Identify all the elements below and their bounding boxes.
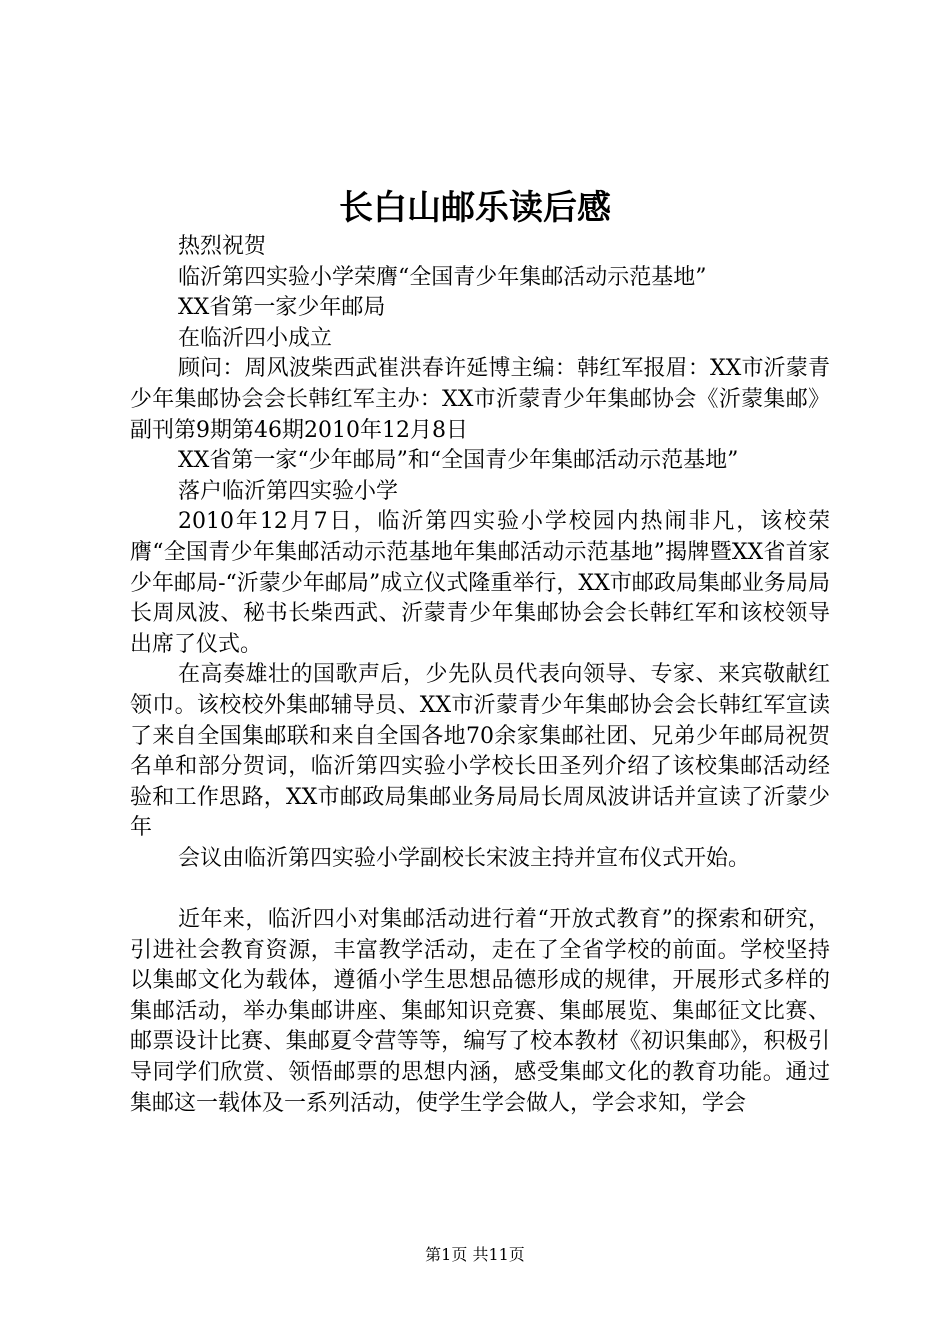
paragraph-5: 顾问：周风波柴西武崔洪春许延博主编：韩红军报眉：XX市沂蒙青少年集邮协会会长韩红军主办：XX市沂蒙青少年集邮协会《沂蒙集邮》副刊第9期第46期2010年12月8日 [130,356,830,443]
blank-line [130,874,830,905]
page-number: 第1页 共11页 [425,1245,525,1264]
paragraph-3: XX省第一家少年邮局 [178,295,386,321]
paragraph-1: 热烈祝贺 [178,234,267,259]
paragraph-7: 落户临沂第四实验小学 [178,478,399,504]
document-title: 长白山邮乐读后感 [339,188,611,228]
paragraph-8: 2010年12月7日，临沂第四实验小学校园内热闹非凡，该校荣膺“全国青少年集邮活动示范基地年集邮活动示范基地”揭牌暨XX省首家少年邮局-“沂蒙少年邮局”成立仪式隆重举行，XX市邮政局集邮业务局局长周凤波、秘书长柴西武、沂蒙青少年集邮协会会长韩红军和该校领导出席了仪式。 [130,509,830,657]
paragraph-9: 在高奏雄壮的国歌声后，少先队员代表向领导、专家、来宾敬献红领巾。该校校外集邮辅导员、XX市沂蒙青少年集邮协会会长韩红军宣读了来自全国集邮联和来自全国各地70余家集邮社团、兄弟少年邮局祝贺名单和部分贺词，临沂第四实验小学校长田圣列介绍了该校集邮活动经验和工作思路，XX市邮政局集邮业务局局长周凤波讲话并宣读了沂蒙少年 [130,662,830,841]
paragraph-2: 临沂第四实验小学荣膺“全国青少年集邮活动示范基地” [178,264,707,290]
paragraph-4: 在临沂四小成立 [178,325,333,351]
document-body [130,232,830,1119]
paragraph-6: XX省第一家“少年邮局”和“全国青少年集邮活动示范基地” [178,448,739,474]
paragraph-11: 近年来，临沂四小对集邮活动进行着“开放式教育”的探索和研究，引进社会教育资源，丰富教学活动，走在了全省学校的前面。学校坚持以集邮文化为载体，遵循小学生思想品德形成的规律，开展形式多样的集邮活动，举办集邮讲座、集邮知识竞赛、集邮展览、集邮征文比赛、邮票设计比赛、集邮夏令营等等，编写了校本教材《初识集邮》，积极引导同学们欣赏、领悟邮票的思想内涵，感受集邮文化的教育功能。通过集邮这一载体及一系列活动，使学生学会做人，学会求知，学会 [130,907,830,1116]
paragraph-10: 会议由临沂第四实验小学副校长宋波主持并宣布仪式开始。 [178,845,751,871]
